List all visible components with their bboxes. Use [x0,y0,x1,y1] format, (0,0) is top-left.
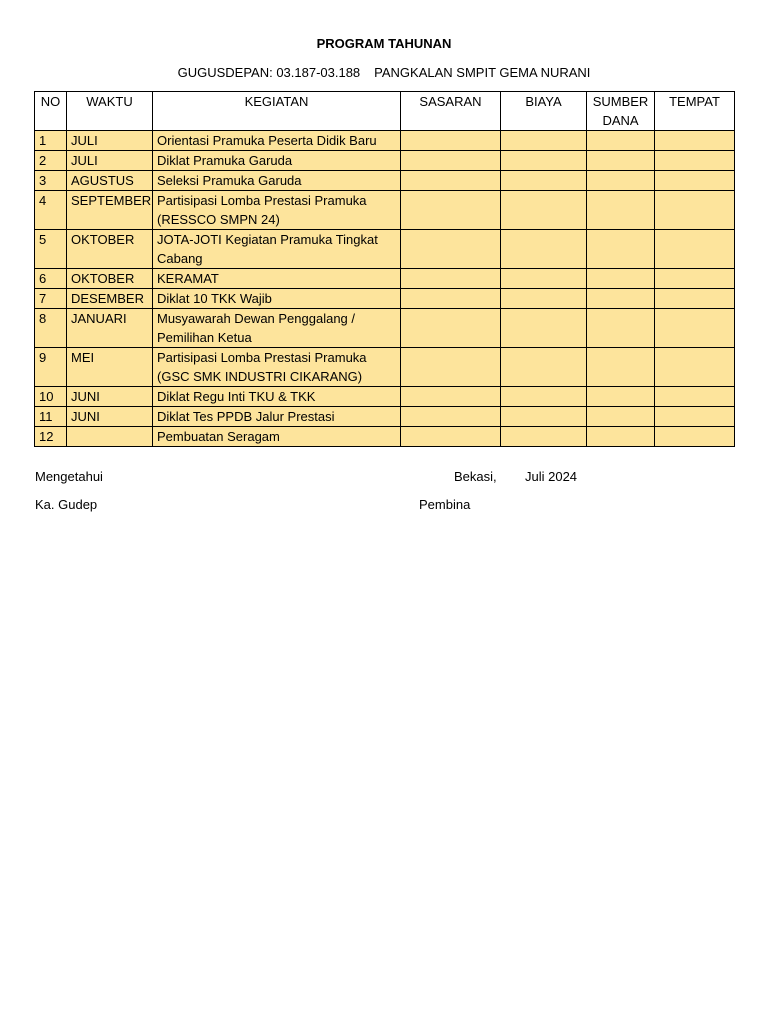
document-subtitle [0,65,768,80]
cell-waktu: SEPTEMBER [67,191,153,230]
ka-gudep-label: Ka. Gudep [35,497,98,512]
column-header-tempat: TEMPAT [655,92,735,131]
cell-biaya [501,387,587,407]
cell-sumber-dana [587,191,655,230]
cell-biaya [501,309,587,348]
cell-kegiatan: Seleksi Pramuka Garuda [153,171,401,191]
pangkalan-text: PANGKALAN SMPIT GEMA NURANI [374,65,591,80]
table-row [35,348,735,387]
cell-sumber-dana [587,348,655,387]
table-row [35,151,735,171]
cell-kegiatan: Pembuatan Seragam [153,427,401,447]
cell-waktu: JUNI [67,387,153,407]
cell-sumber-dana [587,131,655,151]
table-row [35,427,735,447]
cell-biaya [501,269,587,289]
cell-kegiatan: Diklat 10 TKK Wajib [153,289,401,309]
column-header-biaya: BIAYA [501,92,587,131]
cell-kegiatan: KERAMAT [153,269,401,289]
mengetahui-label: Mengetahui [35,469,103,484]
cell-biaya [501,289,587,309]
cell-waktu: AGUSTUS [67,171,153,191]
cell-sumber-dana [587,269,655,289]
cell-biaya [501,427,587,447]
cell-waktu [67,427,153,447]
cell-sasaran [401,427,501,447]
cell-sasaran [401,131,501,151]
cell-no: 9 [35,348,67,387]
cell-tempat [655,131,735,151]
cell-kegiatan: Orientasi Pramuka Peserta Didik Baru [153,131,401,151]
gugusdepan-text: GUGUSDEPAN: 03.187-03.188 [177,65,361,80]
date-label: Juli 2024 [525,469,578,484]
cell-biaya [501,348,587,387]
cell-waktu: JULI [67,151,153,171]
cell-no: 5 [35,230,67,269]
cell-no: 3 [35,171,67,191]
cell-no: 7 [35,289,67,309]
cell-biaya [501,191,587,230]
cell-no: 2 [35,151,67,171]
cell-sasaran [401,269,501,289]
cell-sumber-dana [587,230,655,269]
cell-biaya [501,171,587,191]
table-row [35,407,735,427]
cell-kegiatan: Diklat Regu Inti TKU & TKK [153,387,401,407]
cell-no: 10 [35,387,67,407]
cell-tempat [655,151,735,171]
cell-sasaran [401,407,501,427]
cell-sumber-dana [587,171,655,191]
cell-tempat [655,171,735,191]
document-title: PROGRAM TAHUNAN [316,36,452,51]
column-header-waktu: WAKTU [67,92,153,131]
column-header-sasaran: SASARAN [401,92,501,131]
table-row [35,191,735,230]
cell-sasaran [401,230,501,269]
cell-no: 8 [35,309,67,348]
cell-biaya [501,230,587,269]
cell-waktu: JANUARI [67,309,153,348]
cell-no: 12 [35,427,67,447]
cell-waktu: OKTOBER [67,230,153,269]
cell-kegiatan: Diklat Tes PPDB Jalur Prestasi [153,407,401,427]
cell-no: 1 [35,131,67,151]
table-row [35,309,735,348]
pembina-label: Pembina [419,497,471,512]
table-row [35,230,735,269]
table-row [35,131,735,151]
cell-no: 11 [35,407,67,427]
table-row [35,289,735,309]
cell-sumber-dana [587,407,655,427]
cell-tempat [655,407,735,427]
table-row [35,387,735,407]
cell-tempat [655,309,735,348]
cell-sumber-dana [587,309,655,348]
cell-waktu: MEI [67,348,153,387]
cell-biaya [501,407,587,427]
cell-waktu: OKTOBER [67,269,153,289]
cell-waktu: JUNI [67,407,153,427]
cell-no: 4 [35,191,67,230]
cell-biaya [501,151,587,171]
cell-kegiatan: JOTA-JOTI Kegiatan Pramuka Tingkat Cabang [153,230,401,269]
cell-tempat [655,191,735,230]
cell-waktu: DESEMBER [67,289,153,309]
cell-sasaran [401,348,501,387]
cell-sasaran [401,151,501,171]
program-table [34,91,735,447]
table-row [35,171,735,191]
cell-kegiatan: Partisipasi Lomba Prestasi Pramuka (RESSCO SMPN 24) [153,191,401,230]
place-label: Bekasi, [454,469,497,484]
cell-tempat [655,348,735,387]
cell-sumber-dana [587,151,655,171]
cell-tempat [655,289,735,309]
cell-kegiatan: Musyawarah Dewan Penggalang / Pemilihan Ketua [153,309,401,348]
cell-tempat [655,427,735,447]
column-header-sumber-dana: SUMBER DANA [587,92,655,131]
cell-waktu: JULI [67,131,153,151]
cell-tempat [655,269,735,289]
table-body [35,131,735,447]
cell-tempat [655,230,735,269]
cell-tempat [655,387,735,407]
cell-sumber-dana [587,387,655,407]
cell-sasaran [401,309,501,348]
cell-sasaran [401,387,501,407]
table-row [35,269,735,289]
cell-sasaran [401,191,501,230]
cell-kegiatan: Diklat Pramuka Garuda [153,151,401,171]
column-header-no: NO [35,92,67,131]
cell-sasaran [401,171,501,191]
column-header-kegiatan: KEGIATAN [153,92,401,131]
cell-kegiatan: Partisipasi Lomba Prestasi Pramuka (GSC SMK INDUSTRI CIKARANG) [153,348,401,387]
cell-no: 6 [35,269,67,289]
cell-sumber-dana [587,289,655,309]
table-header-row [35,92,735,131]
cell-biaya [501,131,587,151]
cell-sasaran [401,289,501,309]
cell-sumber-dana [587,427,655,447]
